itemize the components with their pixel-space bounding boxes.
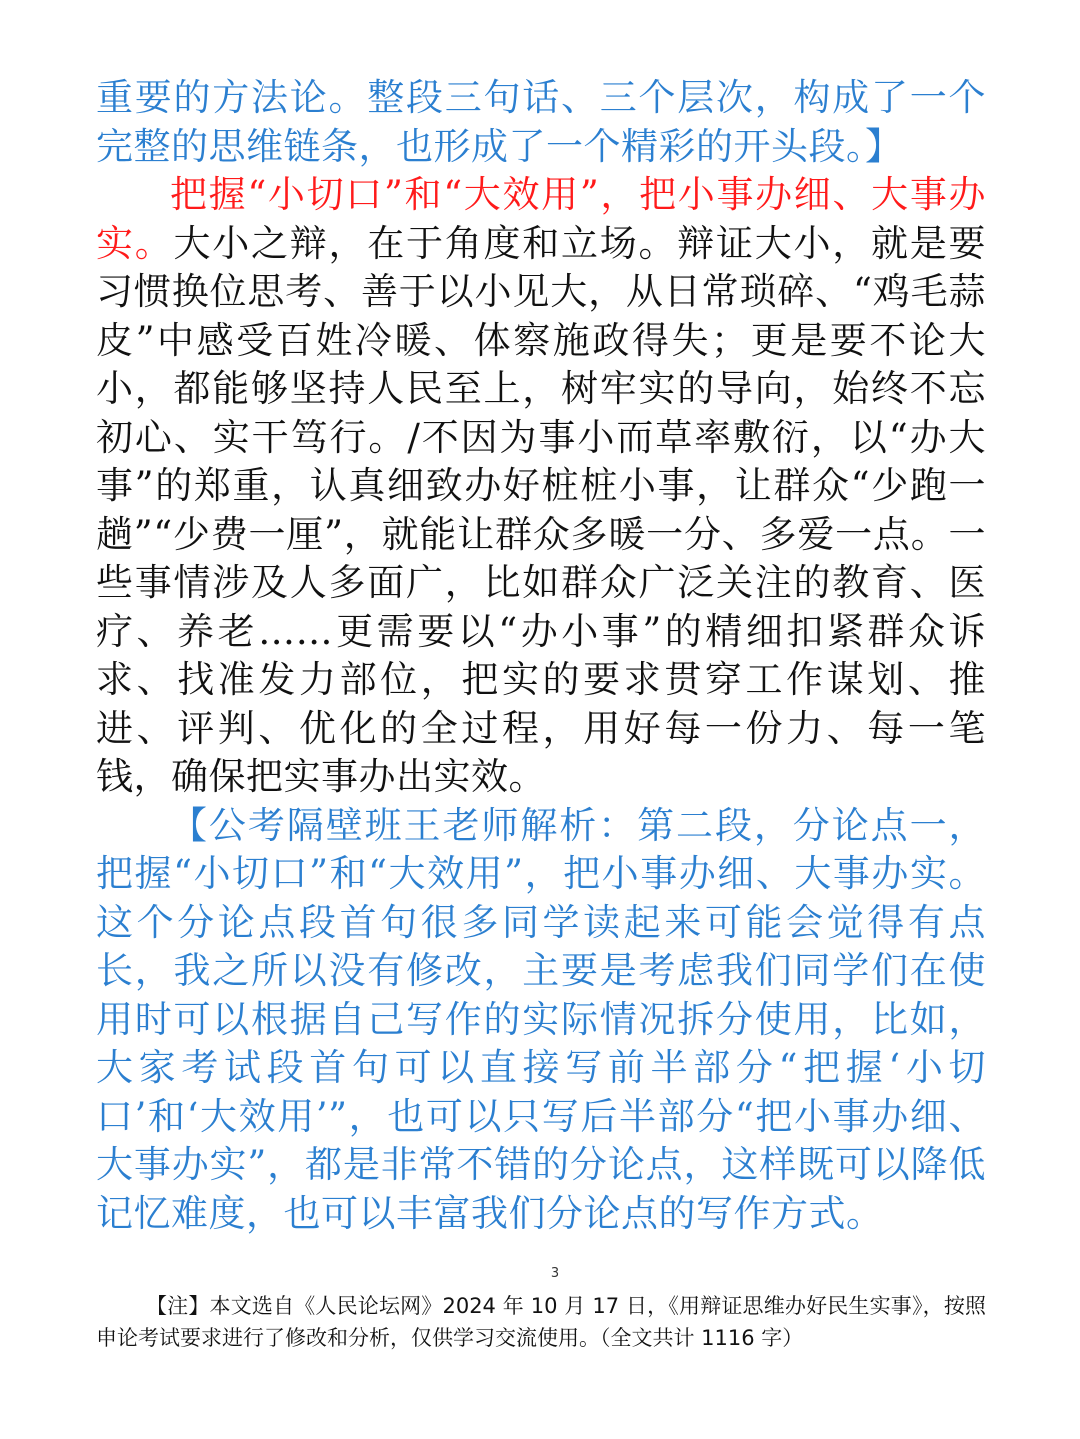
body-paragraph-sub-argument-one — [96, 171, 986, 802]
main-text — [96, 74, 986, 1238]
sub-argument-heading: 把握“小切口”和“大效用”，把小事办细、大事办实。 — [96, 173, 986, 265]
page-number: 3 — [550, 1266, 560, 1281]
sub-argument-body: 大小之辩，在于角度和立场。辩证大小，就是要习惯换位思考、善于以小见大，从日常琐碎、“鸡毛蒜皮”中感受百姓冷暖、体察施政得失；更是要不论大小，都能够坚持人民至上，树牢实的导向，始终不忘初心、实干笃行。/不因为事小而草率敷衍，以“办大事”的郑重，认真细致办好桩桩小事，让群众“少跑一趟”“少费一厘”，就能让群众多暖一分、多爱一点。一些事情涉及人多面广，比如群众广泛关注的教育、医疗、养老……更需要以“办小事”的精细扣紧群众诉求、找准发力部位，把实的要求贯穿工作谋划、推进、评判、优化的全过程，用好每一份力、每一笔钱，确保把实事办出实效。 — [96, 221, 986, 798]
footnote-text: 【注】本文选自《人民论坛网》2024 年 10 月 17 日，《用辩证思维办好民生实事》，按照申论考试要求进行了修改和分析，仅供学习交流使用。（全文共计 1116 字） — [96, 1294, 986, 1350]
analysis-paragraph-continued: 重要的方法论。整段三句话、三个层次，构成了一个完整的思维链条，也形成了一个精彩的开头段。】 — [96, 76, 986, 168]
analysis-paragraph: 【公考隔壁班王老师解析：第二段，分论点一，把握“小切口”和“大效用”，把小事办细、大事办实。这个分论点段首句很多同学读起来可能会觉得有点长，我之所以没有修改，主要是考虑我们同学们在使用时可以根据自己写作的实际情况拆分使用，比如，大家考试段首句可以直接写前半部分“把握‘小切口’和‘大效用’”，也可以只写后半部分“把小事办细、大事办实”，都是非常不错的分论点，这样既可以降低记忆难度，也可以丰富我们分论点的写作方式。 — [96, 803, 986, 1235]
footnote — [96, 1290, 986, 1354]
